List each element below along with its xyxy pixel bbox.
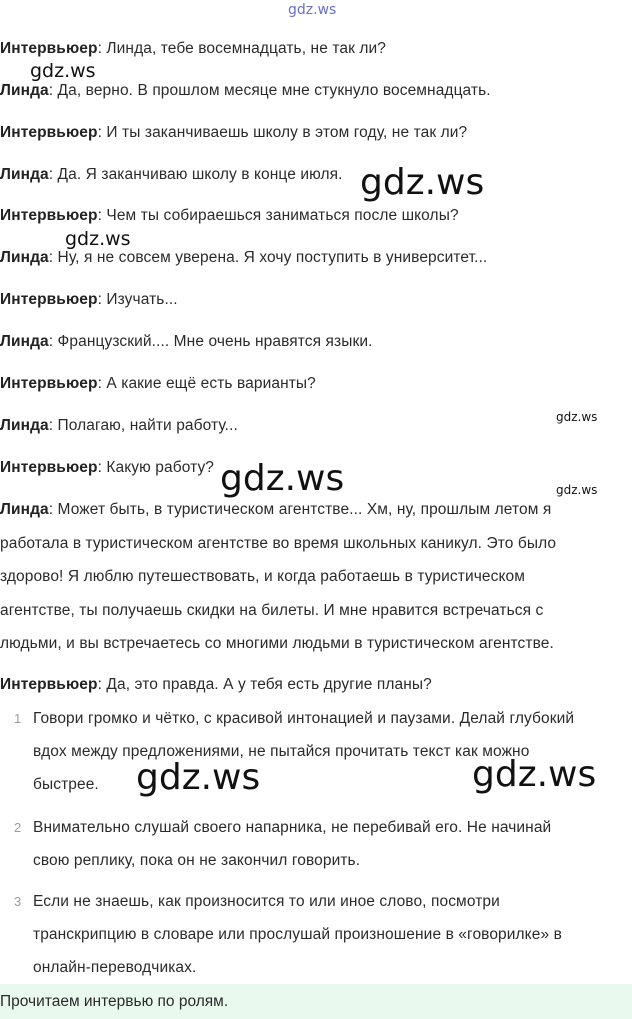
- line-text: : Да, верно. В прошлом месяце мне стукнуло восемнадцать.: [48, 82, 491, 99]
- watermark: gdz.ws: [220, 458, 345, 499]
- tip-line: транскрипцию в словаре или прослушай произношение в «говорилке» в: [33, 926, 562, 943]
- dialogue-line: [0, 39, 386, 59]
- footer-banner: Прочитаем интервью по ролям.: [0, 984, 632, 1019]
- dialogue-line: [0, 206, 459, 226]
- speaker-label: Линда: [0, 501, 49, 518]
- tip-number: 3: [14, 894, 22, 909]
- long-reply-line: работала в туристическом агентстве во время школьных каникул. Это было: [0, 534, 557, 552]
- tip-line: Внимательно слушай своего напарника, не перебивай его. Не начинай: [33, 819, 552, 836]
- watermark: gdz.ws: [288, 2, 337, 18]
- watermark: gdz.ws: [360, 162, 485, 203]
- dialogue-line: [0, 675, 432, 695]
- dialogue-line: [0, 458, 214, 478]
- dialogue-line: [0, 81, 491, 101]
- speaker-label: Линда: [0, 333, 49, 350]
- line-text: : И ты заканчиваешь школу в этом году, не так ли?: [97, 124, 468, 141]
- watermark: gdz.ws: [30, 60, 96, 82]
- speaker-label: Интервьюер: [0, 124, 98, 141]
- speaker-label: Интервьюер: [0, 375, 98, 392]
- speaker-label: Линда: [0, 166, 49, 183]
- watermark: gdz.ws: [65, 228, 131, 250]
- long-reply-line: здорово! Я люблю путешествовать, и когда работаешь в туристическом: [0, 568, 525, 585]
- speaker-label: Интервьюер: [0, 676, 98, 693]
- speaker-label: Интервьюер: [0, 207, 98, 224]
- tip-line: Если не знаешь, как произносится то или иное слово, посмотри: [33, 893, 500, 910]
- dialogue-line: [0, 290, 178, 310]
- tip-text: [33, 811, 629, 877]
- speaker-label: Интервьюер: [0, 40, 98, 57]
- line-text: : Да. Я заканчиваю школу в конце июля.: [48, 166, 343, 183]
- long-reply-line: людьми, и вы встречаетесь со многими людьми в туристическом агентстве.: [0, 635, 554, 652]
- speaker-label: Интервьюер: [0, 459, 98, 476]
- dialogue-line: [0, 165, 343, 185]
- line-text: : Изучать...: [97, 291, 178, 308]
- dialogue-line: [0, 248, 487, 268]
- line-text: : А какие ещё есть варианты?: [97, 375, 316, 392]
- tip-number: 1: [14, 711, 22, 726]
- line-text: : Какую работу?: [97, 459, 215, 476]
- line-text: : Французский.... Мне очень нравятся языки.: [48, 333, 373, 350]
- line-text: : Да, это правда. А у тебя есть другие планы?: [97, 676, 432, 693]
- watermark: gdz.ws: [136, 757, 261, 798]
- tip-number: 2: [14, 820, 22, 835]
- long-reply-line: агентстве, ты получаешь скидки на билеты. И мне нравится встречаться с: [0, 601, 544, 619]
- dialogue-line: [0, 374, 316, 394]
- line-text: : Ну, я не совсем уверена. Я хочу поступить в университет...: [48, 249, 488, 266]
- watermark: gdz.ws: [556, 410, 598, 424]
- line-text: : Чем ты собираешься заниматься после школы?: [97, 207, 459, 224]
- speaker-label: Линда: [0, 82, 49, 99]
- watermark: gdz.ws: [472, 754, 597, 795]
- speaker-label: Линда: [0, 249, 49, 266]
- tip-line: свою реплику, пока он не закончил говорить.: [33, 852, 361, 869]
- tip-text: [33, 885, 629, 984]
- tip-line: вдох между предложениями, не пытайся прочитать текст как можно: [33, 743, 530, 760]
- speaker-label: Линда: [0, 417, 49, 434]
- long-reply-paragraph: [0, 493, 632, 661]
- tip-line: быстрее.: [33, 776, 99, 793]
- line-text: : Может быть, в туристическом агентстве... Хм, ну, прошлым летом я: [48, 501, 552, 518]
- watermark: gdz.ws: [556, 483, 598, 497]
- tip-line: онлайн-переводчиках.: [33, 959, 197, 976]
- speaker-label: Интервьюер: [0, 291, 98, 308]
- dialogue-line: [0, 123, 467, 143]
- tip-line: Говори громко и чётко, с красивой интонацией и паузами. Делай глубокий: [33, 710, 575, 727]
- dialogue-line: [0, 416, 238, 436]
- dialogue-line: [0, 332, 373, 352]
- line-text: : Линда, тебе восемнадцать, не так ли?: [97, 40, 386, 57]
- line-text: : Полагаю, найти работу...: [48, 417, 238, 434]
